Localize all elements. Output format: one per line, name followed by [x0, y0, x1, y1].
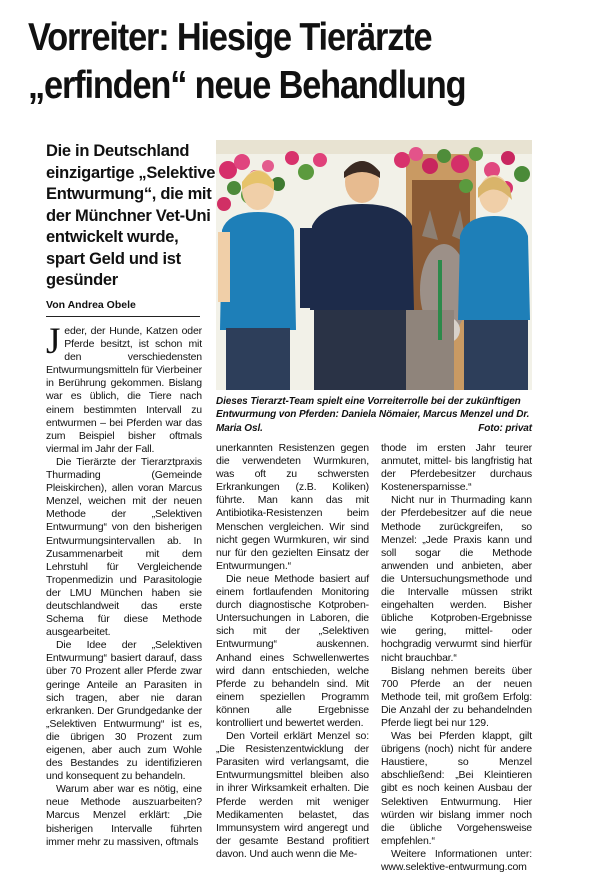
paragraph: Warum aber war es nötig, eine neue Methode auszuarbeiten? Marcus Menzel erklärt: „Die bisherigen Intervalle führten immer mehr zu massiven, oftmals	[46, 783, 202, 848]
team-photo-illustration	[216, 140, 532, 390]
paragraph: Die Idee der „Selektiven Entwurmung“ basiert darauf, dass über 70 Prozent aller Pferde zwar geringe Anteile an Parasiten in sich tragen, aber nie daran erkranken. Der Grundgedanke der „Selektiven Entwurmung“ ist es, die übrigen 30 Prozent zum eigenen, aber auch zum Wohle des Bestandes zu identifizieren und konsequent zu behandeln.	[46, 639, 202, 783]
photo-credit: Foto: privat	[478, 422, 532, 434]
article-column-2	[216, 442, 369, 861]
article-subheadline: Die in Deutschland einzigartige „Selektive Entwurmung“, die mit der Münchner Vet-Uni entwickelt wurde, spart Geld und ist gesünder	[46, 142, 216, 289]
article-column-1	[46, 321, 202, 849]
paragraph-text: eder, der Hunde, Katzen oder Pferde besitzt, ist schon mit den verschiedensten Entwurmungsmitteln für Vierbeiner in Berührung gekommen. Bislang war es üblich, die Tiere nach einem bestimmten Intervall zu entwurmen – bei Pferden war das zum Beispiel bisher oftmals viermal im Jahr der Fall.	[46, 325, 202, 455]
paragraph: unerkannten Resistenzen gegen die verwendeten Wurmkuren, was oft zu schwersten Erkrankungen (z.B. Koliken) führte. Man kann das mit Antibiotika-Resistenzen beim Menschen vergleichen. Wir sind nicht gegen Wurmkuren, wir sind nur für den gezielten Einsatz der Entwurmungen.“	[216, 442, 369, 572]
drop-cap: J	[46, 321, 61, 362]
paragraph: Was bei Pferden klappt, gilt übrigens (noch) nicht für andere Haustiere, so Menzel abschließend: „Bei Kleintieren gibt es noch keinen Ausbau der Selektiven Entwurmung. Hier würden wir bislang immer noch die übliche Vorgehensweise empfehlen.“	[381, 730, 532, 847]
headline-line-1: Vorreiter: Hiesige Tierärzte	[28, 16, 432, 59]
paragraph	[46, 321, 202, 456]
article-byline: Von Andrea Obele	[46, 299, 200, 317]
team-photo	[216, 140, 532, 390]
headline-line-2: „erfinden“ neue Behandlung	[28, 64, 466, 107]
paragraph: Die neue Methode basiert auf einem fortlaufenden Monitoring durch diagnostische Kotproben-Untersuchungen in Laboren, die sich mit der „Selektiven Entwurmung“ auskennen. Anhand eines Schwellenwertes wird dann entschieden, welche Pferde zu behandeln sind. Mit einem speziellen Programm können alle Ergebnisse kontrolliert und bewertet werden.	[216, 572, 369, 729]
caption-text: Dieses Tierarzt-Team spielt eine Vorreiterrolle bei der zukünftigen Entwurmung von Pferden: Daniela Nömaier, Marcus Menzel und Dr. Maria Osl.	[216, 396, 530, 434]
article-column-3	[381, 442, 532, 874]
paragraph: Nicht nur in Thurmading kann der Pferdebesitzer auf die neue Methode zurückgreifen, so Menzel: „Jede Praxis kann und soll sogar die Methode anwenden und anbieten, aber die Untersuchungsmethode und die Intervalle müssen strikt eingehalten werden. Bisher übliche Kotproben-Ergebnisse wie gering, mittel- oder hochgradig verwurmt sind hierfür nicht brauchbar.“	[381, 494, 532, 664]
paragraph: Die Tierärzte der Tierarztpraxis Thurmading (Gemeinde Pleiskirchen), allen voran Marcus Menzel, weichen mit der neuen Methode der „Selektiven Entwurmung“ von den bisherigen Entwurmungsintervallen ab. In Zusammenarbeit mit dem Lehrstuhl für Vergleichende Tropenmedizin und Parasitologie der LMU München haben sie deutschlandweit das erste Schema für diese Methode ausgearbeitet.	[46, 455, 202, 639]
photo-caption	[216, 395, 532, 435]
paragraph: Bislang nehmen bereits über 700 Pferde an der neuen Methode teil, mit großem Erfolg: Die Anzahl der zu behandelnden Pferde liegt bei nur 129.	[381, 664, 532, 729]
paragraph: thode im ersten Jahr teurer anmutet, mittel- bis langfristig hat der Pferdebesitzer durchaus Kostenersparnisse.“	[381, 442, 532, 494]
paragraph: Weitere Informationen unter: www.selektive-entwurmung.com	[381, 847, 532, 873]
article-headline	[28, 14, 508, 110]
paragraph: Den Vorteil erklärt Menzel so: „Die Resistenzentwicklung der Parasiten wird verlangsamt, die Entwurmungsmittel bleiben also in ihrer Wirksamkeit erhalten. Die Pferde werden mit weniger Medikamenten belastet, das Immunsystem wird angeregt und der gesamte Bestand profitiert davon. Und auch wenn die Me-	[216, 730, 369, 860]
